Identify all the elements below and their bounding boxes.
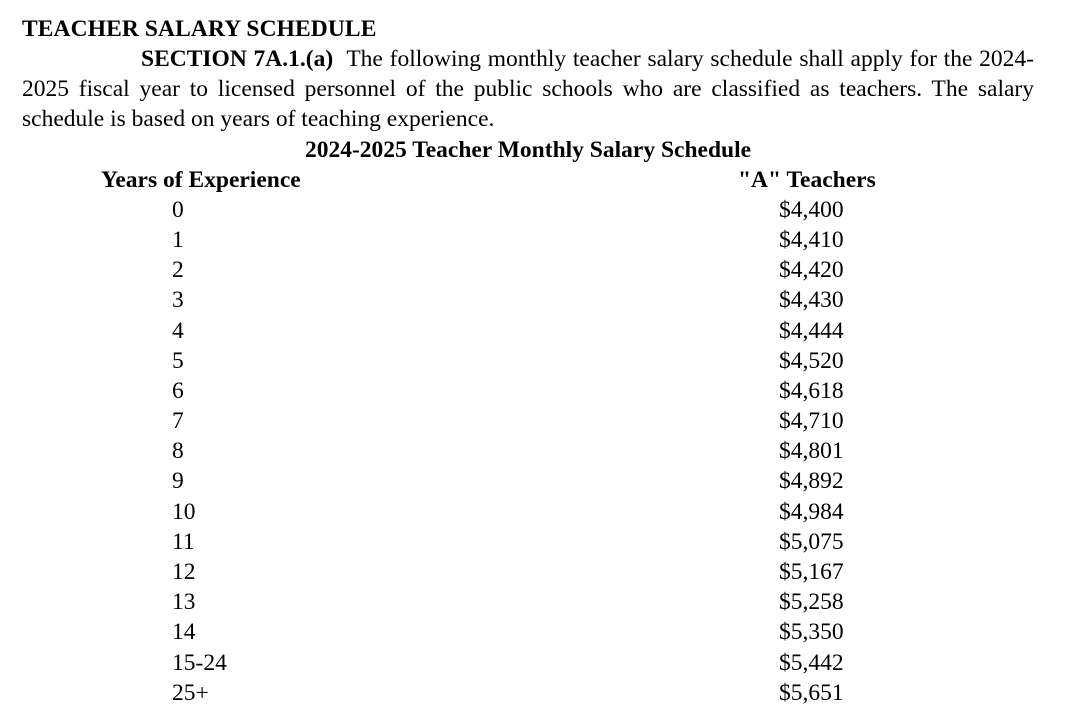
salary-table bbox=[22, 165, 1034, 708]
years-cell: 3 bbox=[172, 287, 184, 314]
table-row bbox=[22, 225, 1034, 255]
table-row bbox=[22, 285, 1034, 315]
table-body bbox=[22, 195, 1034, 708]
section-paragraph bbox=[22, 44, 1034, 135]
salary-cell: $4,984 bbox=[779, 498, 844, 525]
salary-cell: $4,801 bbox=[779, 438, 844, 465]
table-row bbox=[22, 195, 1034, 225]
table-row bbox=[22, 527, 1034, 557]
table-row bbox=[22, 557, 1034, 587]
table-row bbox=[22, 255, 1034, 285]
table-row bbox=[22, 406, 1034, 436]
table-row bbox=[22, 346, 1034, 376]
table-title: 2024-2025 Teacher Monthly Salary Schedule bbox=[304, 136, 752, 163]
table-row bbox=[22, 648, 1034, 678]
salary-cell: $4,430 bbox=[779, 287, 844, 314]
years-cell: 9 bbox=[172, 468, 184, 495]
table-row bbox=[22, 376, 1034, 406]
years-cell: 8 bbox=[172, 438, 184, 465]
years-cell: 25+ bbox=[172, 679, 209, 706]
years-cell: 15-24 bbox=[172, 649, 227, 676]
section-label: SECTION 7A.1.(a) bbox=[141, 46, 334, 72]
salary-cell: $5,075 bbox=[779, 528, 844, 555]
years-cell: 2 bbox=[172, 257, 184, 284]
table-header-row bbox=[22, 165, 1034, 195]
salary-cell: $4,520 bbox=[779, 347, 844, 374]
salary-cell: $5,442 bbox=[779, 649, 844, 676]
column-header-years: Years of Experience bbox=[101, 166, 301, 193]
years-cell: 11 bbox=[172, 528, 195, 555]
years-cell: 12 bbox=[172, 559, 196, 586]
table-row bbox=[22, 436, 1034, 466]
section-text: The following monthly teacher salary schedule shall apply for the 2024-2025 fiscal year to licensed personnel of the public schools who are classified as teachers. The salary schedule is based on years of teaching experience. bbox=[22, 46, 1034, 133]
salary-cell: $4,420 bbox=[779, 257, 844, 284]
salary-cell: $5,350 bbox=[779, 619, 844, 646]
salary-cell: $4,892 bbox=[779, 468, 844, 495]
salary-cell: $5,258 bbox=[779, 589, 844, 616]
years-cell: 1 bbox=[172, 226, 184, 253]
years-cell: 14 bbox=[172, 619, 196, 646]
years-cell: 4 bbox=[172, 317, 184, 344]
years-cell: 7 bbox=[172, 408, 184, 435]
document bbox=[22, 14, 1034, 708]
salary-cell: $4,710 bbox=[779, 408, 844, 435]
salary-cell: $5,167 bbox=[779, 559, 844, 586]
table-row bbox=[22, 466, 1034, 496]
table-row bbox=[22, 678, 1034, 708]
table-row bbox=[22, 587, 1034, 617]
years-cell: 0 bbox=[172, 196, 184, 223]
table-row bbox=[22, 617, 1034, 647]
table-row bbox=[22, 316, 1034, 346]
salary-cell: $5,651 bbox=[779, 679, 844, 706]
years-cell: 10 bbox=[172, 498, 196, 525]
years-cell: 5 bbox=[172, 347, 184, 374]
years-cell: 6 bbox=[172, 377, 184, 404]
years-cell: 13 bbox=[172, 589, 196, 616]
salary-cell: $4,410 bbox=[779, 226, 844, 253]
document-heading: TEACHER SALARY SCHEDULE bbox=[22, 16, 377, 42]
column-header-salary: "A" Teachers bbox=[738, 166, 876, 193]
salary-cell: $4,618 bbox=[779, 377, 844, 404]
salary-cell: $4,400 bbox=[779, 196, 844, 223]
salary-cell: $4,444 bbox=[779, 317, 844, 344]
table-row bbox=[22, 497, 1034, 527]
